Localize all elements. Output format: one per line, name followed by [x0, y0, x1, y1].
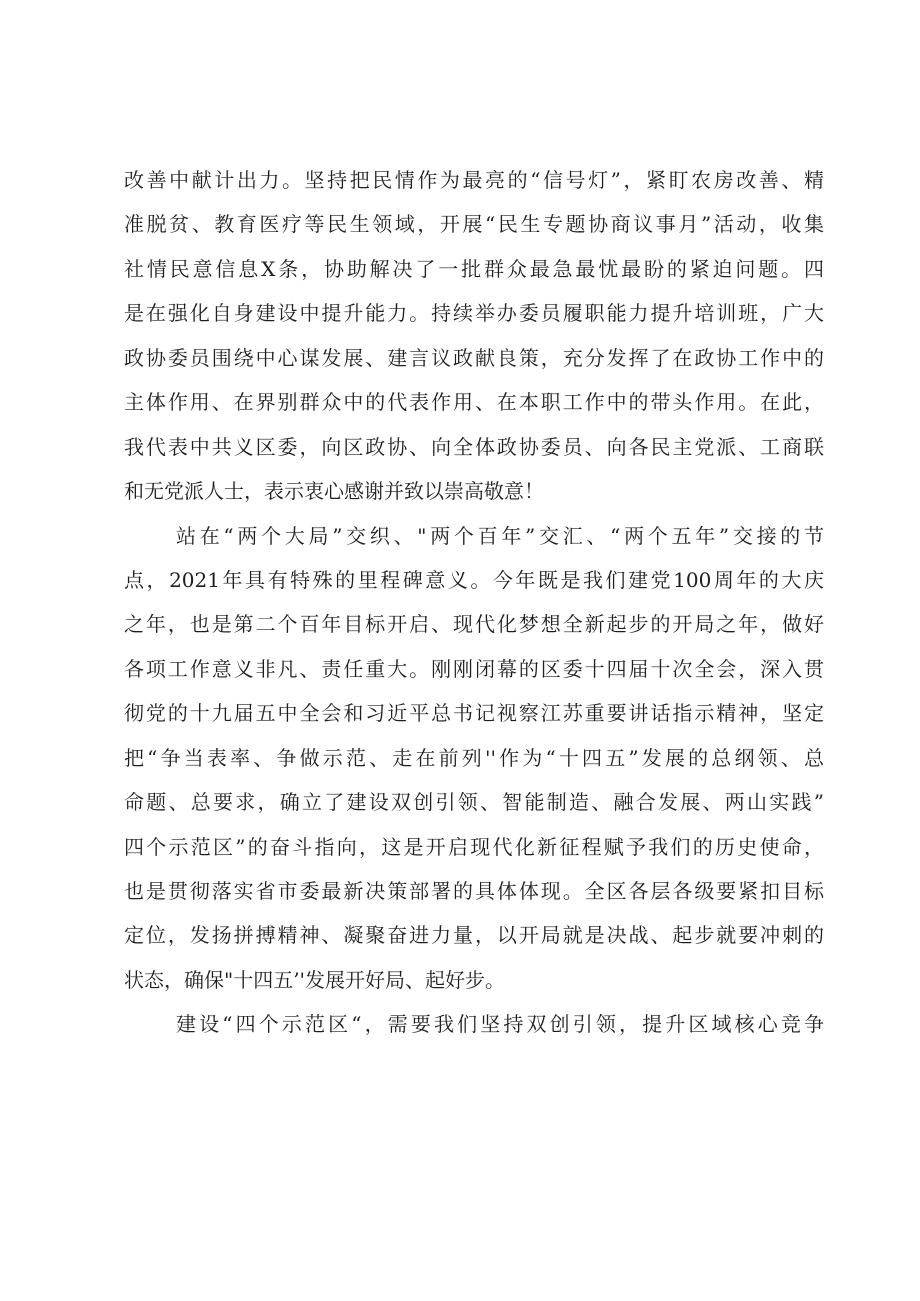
text-line: 四个示范区”的奋斗指向，这是开启现代化新征程赋予我们的历史使命，: [124, 834, 824, 859]
text-line: 准脱贫、教育医疗等民生领域，开展“民生专题协商议事月”活动，收集: [124, 212, 824, 237]
paragraph-first-line: 建设“四个示范区“，需要我们坚持双创引领，提升区域核心竞争: [176, 1012, 824, 1037]
text-line: 各项工作意义非凡、责任重大。刚刚闭幕的区委十四届十次全会，深入贯: [124, 656, 824, 681]
text-line: 社情民意信息X条，协助解决了一批群众最急最忧最盼的紧迫问题。四: [124, 256, 824, 281]
text-line: 把“争当表率、争做示范、走在前列''作为“十四五”发展的总纲领、总: [124, 745, 824, 770]
text-line: 命题、总要求，确立了建设双创引领、智能制造、融合发展、两山实践”: [124, 790, 824, 815]
text-line: 之年，也是第二个百年目标开启、现代化梦想全新起步的开局之年，做好: [124, 612, 824, 637]
body-text: [124, 158, 824, 1047]
text-line: 是在强化自身建设中提升能力。持续举办委员履职能力提升培训班，广大: [124, 301, 824, 326]
text-line: 和无党派人士，表示衷心感谢并致以崇高敬意！: [124, 479, 544, 504]
text-line: 改善中献计出力。坚持把民情作为最亮的“信号灯”，紧盯农房改善、精: [124, 168, 824, 192]
text-line: 主体作用、在界别群众中的代表作用、在本职工作中的带头作用。在此，: [124, 390, 824, 415]
text-line: 也是贯彻落实省市委最新决策部署的具体体现。全区各层各级要紧扣目标: [124, 879, 824, 903]
text-line: 点，2021年具有特殊的里程碑意义。今年既是我们建党100周年的大庆: [124, 567, 824, 592]
text-line: 我代表中共义区委，向区政协、向全体政协委员、向各民主党派、工商联: [124, 434, 824, 459]
text-line: 政协委员围绕中心谋发展、建言议政献良策，充分发挥了在政协工作中的: [124, 345, 824, 370]
text-line: 状态，确保"十四五’'发展开好局、起好步。: [124, 967, 506, 992]
text-line: 定位，发扬拼搏精神、凝聚奋进力量，以开局就是决战、起步就要冲刺的: [124, 923, 824, 948]
text-line: 彻党的十九届五中全会和习近平总书记视察江苏重要讲话指示精神，坚定: [124, 701, 824, 726]
paragraph-first-line: 站在“两个大局”交织、"两个百年”交汇、“两个五年”交接的节: [176, 523, 824, 548]
